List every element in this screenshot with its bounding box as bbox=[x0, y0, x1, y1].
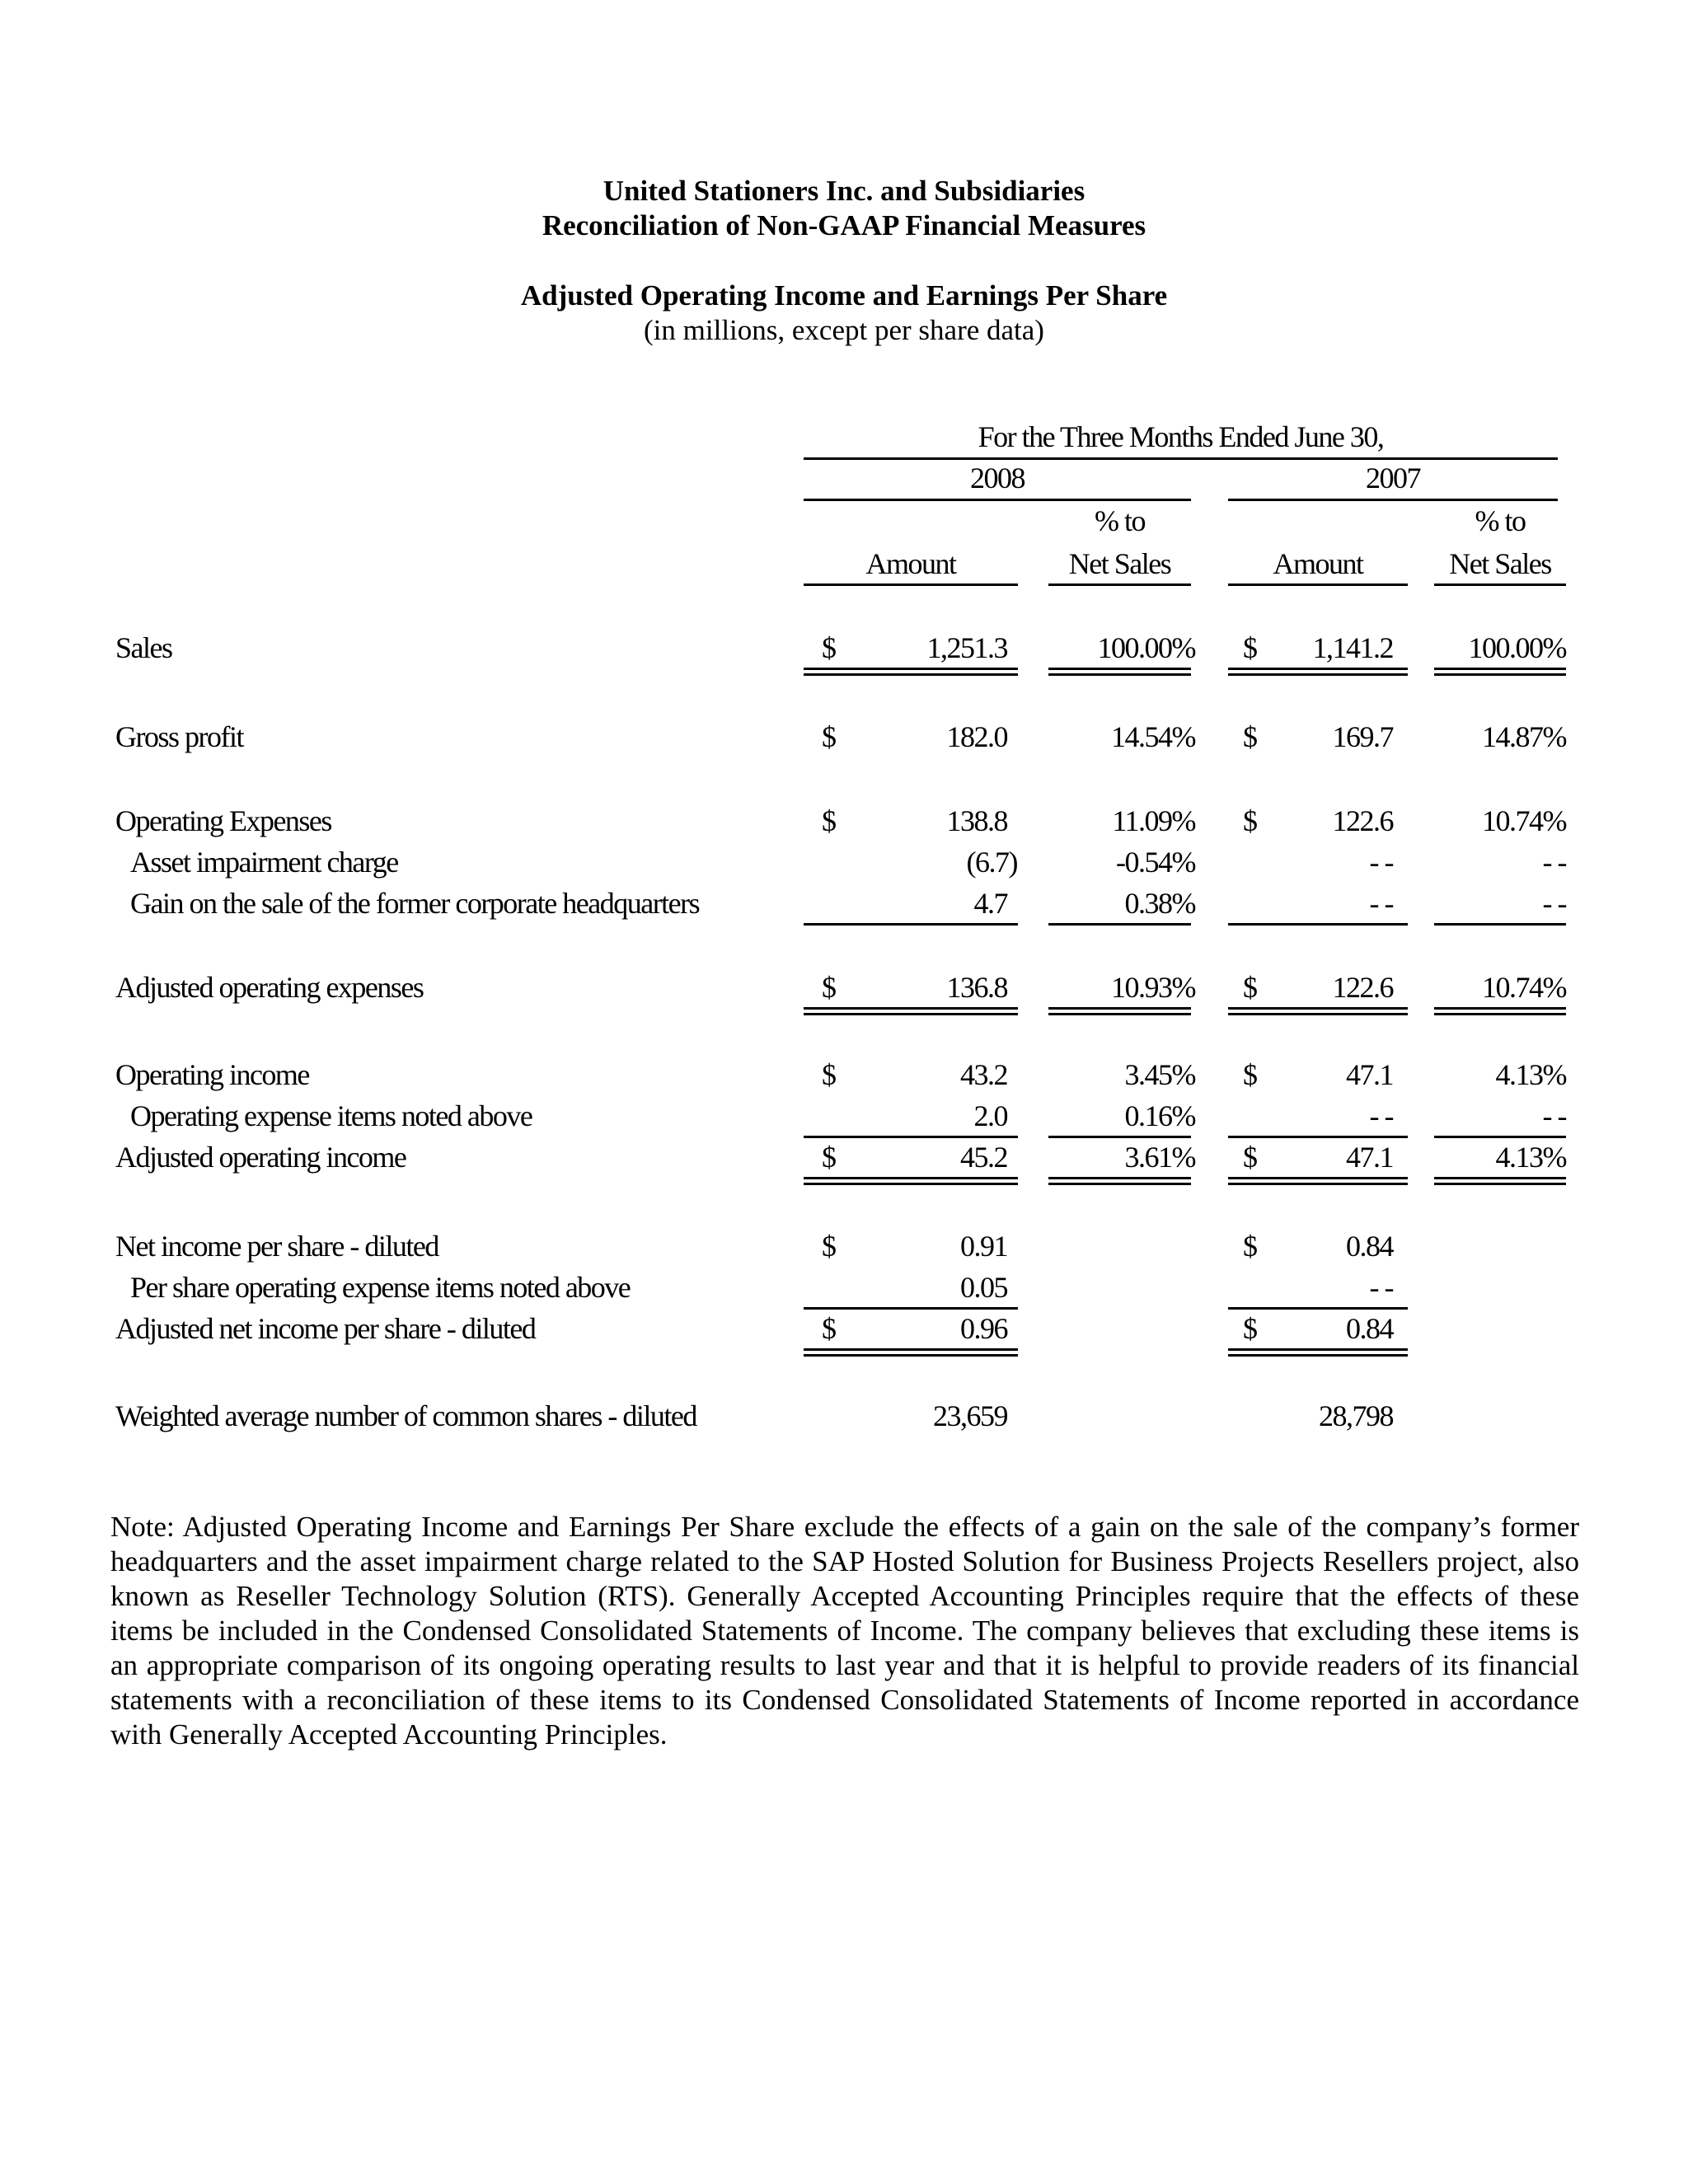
impairment-pct-2007: - - bbox=[1542, 846, 1566, 879]
op-income-amount-2008: 43.2 bbox=[960, 1058, 1007, 1091]
currency-sign: $ bbox=[822, 720, 836, 753]
ps-items-2008: 0.05 bbox=[960, 1271, 1007, 1304]
company-name: United Stationers Inc. and Subsidiaries bbox=[603, 175, 1085, 207]
sales-amount-2007: 1,141.2 bbox=[1312, 631, 1393, 664]
gross-profit-amount-2007: 169.7 bbox=[1332, 720, 1393, 753]
subtotal-rule bbox=[1048, 1136, 1191, 1138]
currency-sign: $ bbox=[822, 971, 836, 1004]
row-label-adjusted-net-income-ps: Adjusted net income per share - diluted bbox=[115, 1312, 536, 1345]
currency-sign: $ bbox=[1243, 1312, 1257, 1345]
double-underline bbox=[1048, 1007, 1191, 1015]
currency-sign: $ bbox=[1243, 1058, 1257, 1091]
net-income-ps-2007: 0.84 bbox=[1346, 1230, 1393, 1263]
row-label-opex-items: Operating expense items noted above bbox=[130, 1099, 532, 1132]
impairment-amount-2007: - - bbox=[1369, 846, 1393, 879]
amount-header-2007: Amount bbox=[1273, 547, 1363, 580]
double-underline bbox=[804, 1007, 1018, 1015]
opex-items-amount-2007: - - bbox=[1369, 1099, 1393, 1132]
double-underline bbox=[804, 668, 1018, 676]
gain-pct-2007: - - bbox=[1542, 887, 1566, 920]
impairment-pct-2008: -0.54% bbox=[1116, 846, 1195, 879]
double-underline bbox=[1434, 668, 1566, 676]
pct-2007-rule bbox=[1434, 583, 1566, 586]
opex-items-amount-2008: 2.0 bbox=[973, 1099, 1007, 1132]
adj-opex-pct-2007: 10.74% bbox=[1482, 971, 1566, 1004]
gross-profit-pct-2007: 14.87% bbox=[1482, 720, 1566, 753]
currency-sign: $ bbox=[1243, 804, 1257, 837]
adj-opex-pct-2008: 10.93% bbox=[1111, 971, 1195, 1004]
currency-sign: $ bbox=[822, 804, 836, 837]
row-label-operating-expenses: Operating Expenses bbox=[115, 804, 331, 837]
shares-2007: 28,798 bbox=[1319, 1399, 1393, 1432]
year-2008-header: 2008 bbox=[970, 462, 1025, 494]
currency-sign: $ bbox=[822, 1312, 836, 1345]
row-label-net-income-per-share: Net income per share - diluted bbox=[115, 1230, 438, 1263]
row-label-sales: Sales bbox=[115, 631, 172, 664]
amount-2007-rule bbox=[1228, 583, 1408, 586]
currency-sign: $ bbox=[822, 1141, 836, 1174]
double-underline bbox=[1228, 1348, 1408, 1357]
report-title: Reconciliation of Non-GAAP Financial Measures bbox=[542, 209, 1146, 241]
subtotal-rule bbox=[804, 1307, 1018, 1310]
sales-amount-2008: 1,251.3 bbox=[926, 631, 1007, 664]
sales-pct-2007: 100.00% bbox=[1468, 631, 1566, 664]
currency-sign: $ bbox=[822, 631, 836, 664]
adj-op-income-pct-2007: 4.13% bbox=[1495, 1141, 1566, 1174]
pct-header-2008-line1: % to bbox=[1095, 504, 1145, 537]
units-note: (in millions, except per share data) bbox=[644, 314, 1044, 346]
op-income-amount-2007: 47.1 bbox=[1346, 1058, 1393, 1091]
gross-profit-amount-2008: 182.0 bbox=[946, 720, 1007, 753]
double-underline bbox=[1228, 1177, 1408, 1185]
currency-sign: $ bbox=[1243, 1230, 1257, 1263]
amount-2008-rule bbox=[804, 583, 1018, 586]
year-2008-rule bbox=[804, 499, 1191, 501]
adj-op-income-pct-2008: 3.61% bbox=[1124, 1141, 1195, 1174]
shares-2008: 23,659 bbox=[933, 1399, 1007, 1432]
adj-opex-amount-2007: 122.6 bbox=[1332, 971, 1393, 1004]
currency-sign: $ bbox=[822, 1058, 836, 1091]
subtotal-rule bbox=[1228, 1136, 1408, 1138]
subtotal-rule bbox=[804, 923, 1018, 926]
period-header: For the Three Months Ended June 30, bbox=[978, 420, 1384, 453]
pct-header-2008-line2: Net Sales bbox=[1068, 547, 1171, 580]
row-label-weighted-shares: Weighted average number of common shares - diluted bbox=[115, 1399, 696, 1432]
footnote: Note: Adjusted Operating Income and Earnings Per Share exclude the effects of a gain on the sale of the company’s former headquarters and the asset impairment charge related to the SAP Hosted Solution for Business Projects Resellers project, also known as Reseller Technology Solution (RTS). Generally Accepted Accounting Principles require that the effects of these items be included in the Condensed Consolidated Statements of Income. The company believes that excluding these items is an appropriate comparison of its ongoing operating results to last year and that it is helpful to provide readers of its financial statements with a reconciliation of these items to its Condensed Consolidated Statements of Income reported in accordance with Generally Accepted Accounting Principles. bbox=[110, 1511, 1579, 1750]
subtotal-rule bbox=[804, 1136, 1018, 1138]
net-income-ps-2008: 0.91 bbox=[960, 1230, 1007, 1263]
pct-2008-rule bbox=[1048, 583, 1191, 586]
adj-net-income-ps-2007: 0.84 bbox=[1346, 1312, 1393, 1345]
op-income-pct-2007: 4.13% bbox=[1495, 1058, 1566, 1091]
currency-sign: $ bbox=[1243, 631, 1257, 664]
double-underline bbox=[1228, 1007, 1408, 1015]
year-2007-header: 2007 bbox=[1366, 462, 1420, 494]
op-income-pct-2008: 3.45% bbox=[1124, 1058, 1195, 1091]
currency-sign: $ bbox=[1243, 971, 1257, 1004]
opex-items-pct-2008: 0.16% bbox=[1124, 1099, 1195, 1132]
subtotal-rule bbox=[1228, 923, 1408, 926]
currency-sign: $ bbox=[822, 1230, 836, 1263]
opex-amount-2007: 122.6 bbox=[1332, 804, 1393, 837]
currency-sign: $ bbox=[1243, 720, 1257, 753]
row-label-adjusted-op-income: Adjusted operating income bbox=[115, 1141, 406, 1174]
double-underline bbox=[1048, 1177, 1191, 1185]
adj-op-income-amount-2008: 45.2 bbox=[960, 1141, 1007, 1174]
gain-pct-2008: 0.38% bbox=[1124, 887, 1195, 920]
gain-amount-2007: - - bbox=[1369, 887, 1393, 920]
gross-profit-pct-2008: 14.54% bbox=[1111, 720, 1195, 753]
subtotal-rule bbox=[1228, 1307, 1408, 1310]
row-label-asset-impairment: Asset impairment charge bbox=[130, 846, 398, 879]
pct-header-2007-line2: Net Sales bbox=[1449, 547, 1551, 580]
row-label-gross-profit: Gross profit bbox=[115, 720, 243, 753]
year-2007-rule bbox=[1228, 499, 1558, 501]
gain-amount-2008: 4.7 bbox=[973, 887, 1007, 920]
subtotal-rule bbox=[1434, 1136, 1566, 1138]
opex-pct-2008: 11.09% bbox=[1112, 804, 1195, 837]
double-underline bbox=[1434, 1177, 1566, 1185]
row-label-per-share-items: Per share operating expense items noted above bbox=[130, 1271, 631, 1304]
report-subtitle: Adjusted Operating Income and Earnings Per Share bbox=[520, 279, 1168, 312]
double-underline bbox=[804, 1177, 1018, 1185]
opex-amount-2008: 138.8 bbox=[946, 804, 1007, 837]
adj-op-income-amount-2007: 47.1 bbox=[1346, 1141, 1393, 1174]
row-label-adjusted-opex: Adjusted operating expenses bbox=[115, 971, 424, 1004]
double-underline bbox=[1048, 668, 1191, 676]
subtotal-rule bbox=[1434, 923, 1566, 926]
double-underline bbox=[1434, 1007, 1566, 1015]
ps-items-2007: - - bbox=[1369, 1271, 1393, 1304]
row-label-operating-income: Operating income bbox=[115, 1058, 309, 1091]
row-label-gain-on-sale: Gain on the sale of the former corporate headquarters bbox=[130, 887, 700, 920]
double-underline bbox=[1228, 668, 1408, 676]
adj-net-income-ps-2008: 0.96 bbox=[960, 1312, 1007, 1345]
impairment-amount-2008: (6.7) bbox=[966, 846, 1017, 879]
adj-opex-amount-2008: 136.8 bbox=[946, 971, 1007, 1004]
currency-sign: $ bbox=[1243, 1141, 1257, 1174]
opex-items-pct-2007: - - bbox=[1542, 1099, 1566, 1132]
subtotal-rule bbox=[1048, 923, 1191, 926]
sales-pct-2008: 100.00% bbox=[1097, 631, 1195, 664]
pct-header-2007-line1: % to bbox=[1475, 504, 1526, 537]
opex-pct-2007: 10.74% bbox=[1482, 804, 1566, 837]
amount-header-2008: Amount bbox=[865, 547, 956, 580]
double-underline bbox=[804, 1348, 1018, 1357]
